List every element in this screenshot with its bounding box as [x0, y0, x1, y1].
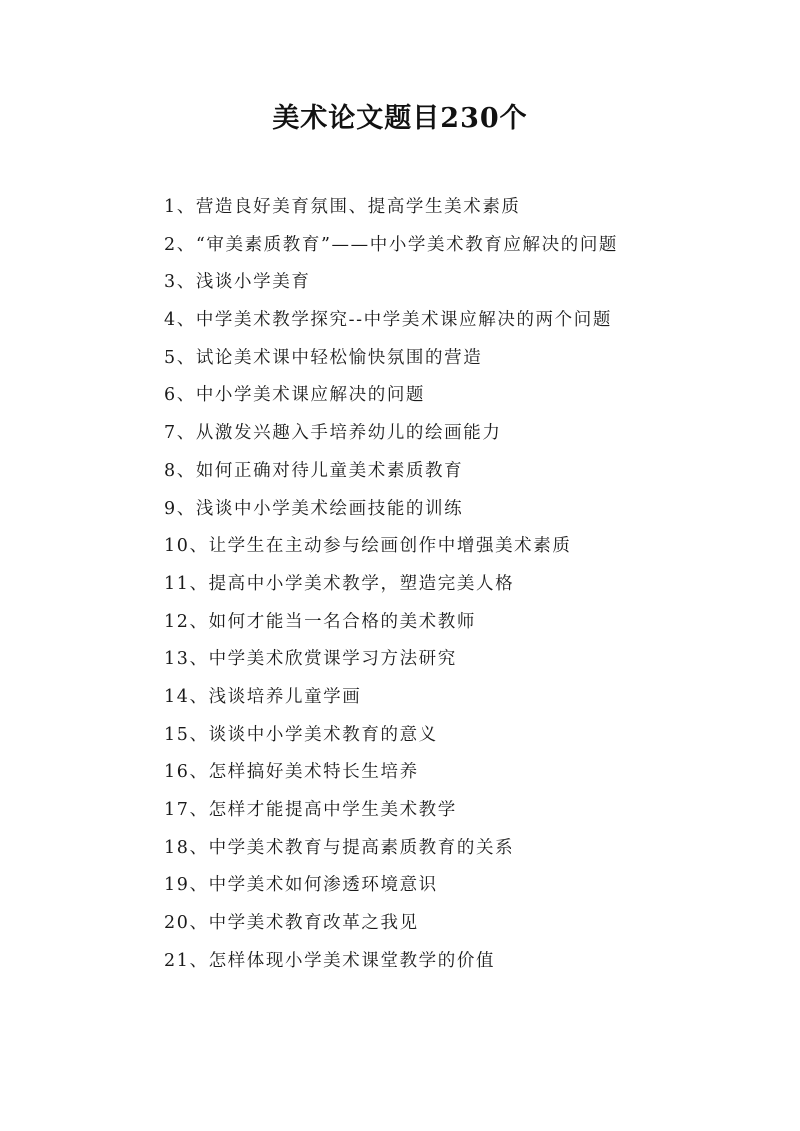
list-item: 19、中学美术如何渗透环境意识 — [164, 875, 438, 896]
list-item: 16、怎样搞好美术特长生培养 — [164, 762, 419, 783]
list-item: 20、中学美术教育改革之我见 — [164, 913, 419, 934]
list-item: 10、让学生在主动参与绘画创作中增强美术素质 — [164, 536, 572, 557]
list-item: 7、从激发兴趣入手培养幼儿的绘画能力 — [164, 423, 502, 444]
list-item: 1、营造良好美育氛围、提高学生美术素质 — [164, 197, 521, 217]
list-item: 8、如何正确对待儿童美术素质教育 — [164, 460, 464, 481]
list-item: 5、试论美术课中轻松愉快氛围的营造 — [164, 347, 483, 368]
list-item: 4、中学美术教学探究--中学美术课应解决的两个问题 — [164, 310, 612, 331]
list-item: 13、中学美术欣赏课学习方法研究 — [164, 649, 457, 670]
page-title: 美术论文题目230个 — [272, 103, 528, 134]
list-item: 12、如何才能当一名合格的美术教师 — [164, 611, 476, 632]
list-item: 6、中小学美术课应解决的问题 — [164, 385, 426, 406]
topic-list — [122, 189, 682, 980]
list-item: 3、浅谈小学美育 — [164, 272, 311, 293]
list-item: 17、怎样才能提高中学生美术教学 — [164, 800, 457, 821]
list-item: 9、浅谈中小学美术绘画技能的训练 — [164, 498, 464, 519]
list-item: 14、浅谈培养儿童学画 — [164, 686, 362, 707]
list-item: 15、谈谈中小学美术教育的意义 — [164, 724, 438, 745]
list-item: 11、提高中小学美术教学，塑造完美人格 — [164, 573, 515, 594]
list-item: 18、中学美术教育与提高素质教育的关系 — [164, 837, 515, 858]
list-item: 2、“审美素质教育”——中小学美术教育应解决的问题 — [164, 234, 619, 255]
list-item: 21、怎样体现小学美术课堂教学的价值 — [164, 950, 496, 971]
